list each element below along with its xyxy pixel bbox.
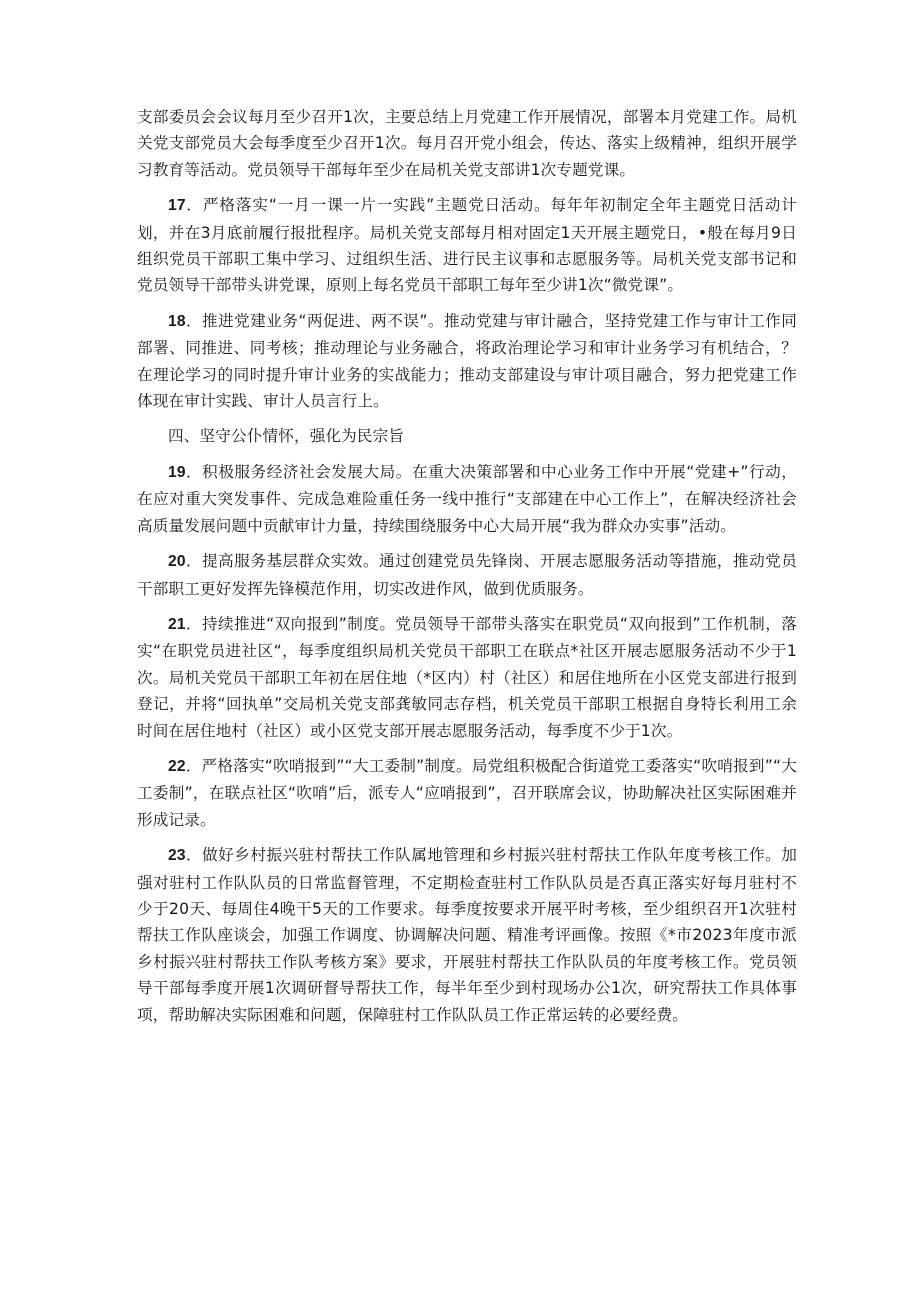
paragraph-text: ．做好乡村振兴驻村帮扶工作队属地管理和乡村振兴驻村帮扶工作队年度考核工作。加强对驻村工作队队员的日常监督管理，不定期检查驻村工作队队员是否真正落实好每月驻村不少于20天、每周住4晚干5天的工作要求。每季度按要求开展平时考核，至少组织召开1次驻村帮扶工作队座谈会，加强工作调度、协调解决问题、精准考评画像。按照《*市2023年度市派乡村振兴驻村帮扶工作队考核方案》要求，开展驻村帮扶工作队队员的年度考核工作。党员领导干部每季度开展1次调研督导帮扶工作，每半年至少到村现场办公1次，研究帮扶工作具体事项，帮助解决实际困难和问题，保障驻村工作队队员工作正常运转的必要经费。 — [137, 846, 797, 1024]
paragraph-item-19 — [137, 459, 797, 539]
section-heading-text: 四、坚守公仆情怀，强化为民宗旨 — [168, 427, 405, 446]
item-number: 17 — [168, 197, 186, 215]
item-number: 22 — [168, 757, 186, 775]
paragraph-text: ．严格落实“一月一课一片一实践”主题党日活动。每年年初制定全年主题党日活动计划，并在3月底前履行报批程序。局机关党支部每月相对固定1天开展主题党日，•般在每月9日组织党员干部职工集中学习、过组织生活、进行民主议事和志愿服务等。局机关党支部书记和党员领导干部带头讲党课，原则上每名党员干部职工每年至少讲1次“微党课”。 — [137, 196, 797, 295]
paragraph-item-23 — [137, 842, 797, 1028]
paragraph-text: ．持续推进“双向报到”制度。党员领导干部带头落实在职党员“双向报到”工作机制，落实“在职党员进社区“，每季度组织局机关党员干部职工在联点*社区开展志愿服务活动不少于1次。局机关党员干部职工年初在居住地（*区内）村（社区）和居住地所在小区党支部进行报到登记，并将“回执单”交局机关党支部龚敏同志存档，机关党员干部职工根据自身特长利用工余时间在居住地村（社区）或小区党支部开展志愿服务活动，每季度不少于1次。 — [137, 614, 797, 740]
paragraph-text: ．积极服务经济社会发展大局。在重大决策部署和中心业务工作中开展“党建+”行动，在应对重大突发事件、完成急难险重任务一线中推行“支部建在中心工作上”，在解决经济社会高质量发展问题中贡献审计力量，持续围绕服务中心大局开展“我为群众办实事”活动。 — [137, 462, 797, 535]
document-page — [137, 104, 797, 1028]
section-heading — [137, 423, 797, 449]
paragraph-text: ．推进党建业务“两促进、两不误”。推动党建与审计融合，坚持党建工作与审计工作同部署、同推进、同考核；推动理论与业务融合，将政治理论学习和审计业务学习有机结合，？在理论学习的同时提升审计业务的实战能力；推动支部建设与审计项目融合，努力把党建工作体现在审计实践、审计人员言行上。 — [137, 311, 797, 411]
paragraph-item-22 — [137, 753, 797, 833]
paragraph-item-18 — [137, 308, 797, 415]
item-number: 23 — [168, 847, 186, 865]
paragraph-item-20 — [137, 548, 797, 602]
paragraph-item-17 — [137, 192, 797, 299]
item-number: 20 — [168, 553, 186, 571]
item-number: 19 — [168, 463, 186, 481]
paragraph-item-21 — [137, 611, 797, 744]
paragraph-text: ．提高服务基层群众实效。通过创建党员先锋岗、开展志愿服务活动等措施，推动党员干部职工更好发挥先锋模范作用，切实改进作风，做到优质服务。 — [137, 552, 797, 598]
item-number: 21 — [168, 615, 186, 633]
paragraph-text: 支部委员会会议每月至少召开1次，主要总结上月党建工作开展情况，部署本月党建工作。局机关党支部党员大会每季度至少召开1次。每月召开党小组会，传达、落实上级精神，组织开展学习教育等活动。党员领导干部每年至少在局机关党支部讲1次专题党课。 — [137, 108, 797, 179]
item-number: 18 — [168, 312, 186, 330]
paragraph-continued — [137, 104, 797, 183]
paragraph-text: ．严格落实“吹哨报到”“大工委制”制度。局党组积极配合街道党工委落实“吹哨报到”“大工委制”，在联点社区“吹哨”后，派专人“应哨报到”，召开联席会议，协助解决社区实际困难并形成记录。 — [137, 756, 797, 829]
